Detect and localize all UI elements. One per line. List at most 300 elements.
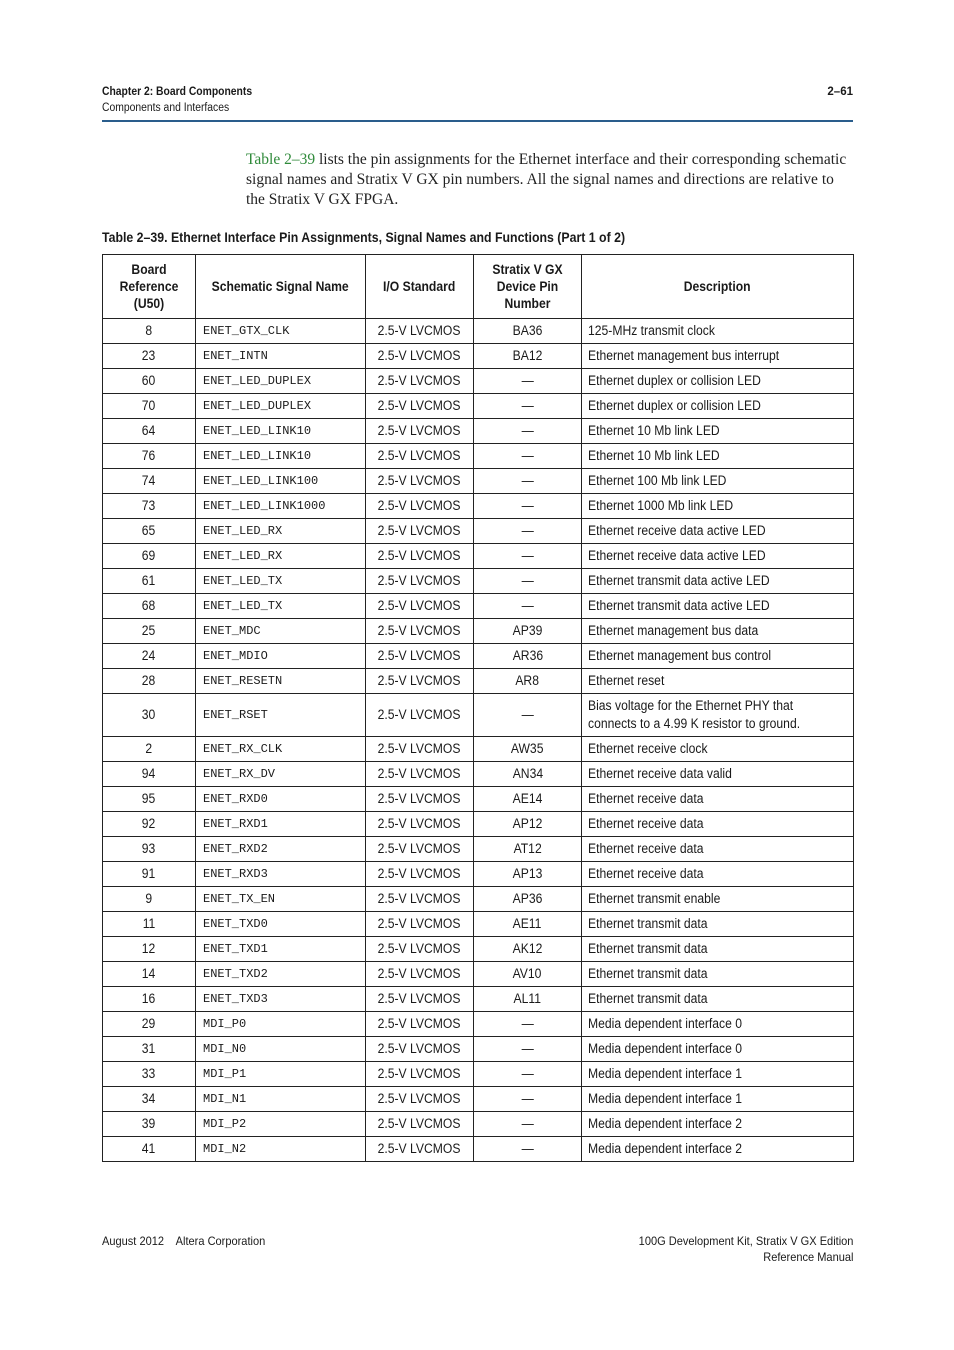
device-pin-text: AP13 — [512, 866, 543, 881]
cell-board-reference — [103, 519, 196, 544]
signal-name-text: ENET_MDIO — [203, 649, 268, 663]
signal-name-text: MDI_P1 — [203, 1067, 247, 1081]
description-text: Ethernet receive data active LED — [588, 523, 766, 538]
description-text: Ethernet 100 Mb link LED — [588, 473, 727, 488]
io-standard-text: 2.5-V LVCMOS — [378, 1066, 461, 1081]
cell-io-standard — [366, 419, 474, 444]
cell-io-standard — [366, 444, 474, 469]
cell-device-pin — [474, 887, 582, 912]
table-row — [103, 912, 854, 937]
table-row — [103, 469, 854, 494]
cell-description — [582, 619, 854, 644]
cell-description — [582, 1112, 854, 1137]
board-reference-text: 76 — [142, 448, 156, 463]
board-reference-text: 28 — [142, 673, 156, 688]
io-standard-text: 2.5-V LVCMOS — [378, 1116, 461, 1131]
description-text: Ethernet transmit data — [588, 991, 708, 1006]
cell-device-pin — [474, 1037, 582, 1062]
cell-io-standard — [366, 737, 474, 762]
table-row — [103, 369, 854, 394]
description-text: Ethernet transmit data — [588, 941, 708, 956]
description-text: Ethernet 1000 Mb link LED — [588, 498, 734, 513]
signal-name-text: MDI_P0 — [203, 1017, 247, 1031]
cell-signal-name — [196, 1012, 366, 1037]
description-text: Ethernet receive clock — [588, 741, 708, 756]
board-reference-text: 94 — [142, 766, 156, 781]
cell-board-reference — [103, 1062, 196, 1087]
device-pin-text: AV10 — [513, 966, 542, 981]
table-row — [103, 1012, 854, 1037]
io-standard-text: 2.5-V LVCMOS — [378, 523, 461, 538]
cell-board-reference — [103, 694, 196, 737]
signal-name-text: ENET_RX_DV — [203, 767, 276, 781]
cell-signal-name — [196, 1137, 366, 1162]
cell-description — [582, 644, 854, 669]
cell-board-reference — [103, 644, 196, 669]
cell-signal-name — [196, 519, 366, 544]
cell-board-reference — [103, 669, 196, 694]
cell-board-reference — [103, 837, 196, 862]
cell-io-standard — [366, 1112, 474, 1137]
table-row — [103, 394, 854, 419]
description-text: Media dependent interface 2 — [588, 1141, 743, 1156]
cell-signal-name — [196, 887, 366, 912]
cell-device-pin — [474, 987, 582, 1012]
cell-io-standard — [366, 544, 474, 569]
cell-board-reference — [103, 937, 196, 962]
device-pin-text: AT12 — [513, 841, 542, 856]
cell-signal-name — [196, 862, 366, 887]
cell-device-pin — [474, 787, 582, 812]
cell-device-pin — [474, 1137, 582, 1162]
device-pin-text: AE14 — [512, 791, 543, 806]
signal-name-text: ENET_RXD1 — [203, 817, 268, 831]
page-number: 2–61 — [827, 86, 853, 98]
cell-io-standard — [366, 519, 474, 544]
io-standard-text: 2.5-V LVCMOS — [378, 598, 461, 613]
description-text: Ethernet duplex or collision LED — [588, 398, 761, 413]
cell-signal-name — [196, 644, 366, 669]
cell-io-standard — [366, 837, 474, 862]
io-standard-text: 2.5-V LVCMOS — [378, 573, 461, 588]
table-header-row — [103, 255, 854, 319]
cell-signal-name — [196, 1062, 366, 1087]
description-text: Ethernet transmit data — [588, 966, 708, 981]
cell-description — [582, 787, 854, 812]
cell-description — [582, 494, 854, 519]
cell-description — [582, 1137, 854, 1162]
io-standard-text: 2.5-V LVCMOS — [378, 941, 461, 956]
board-reference-text: 65 — [142, 523, 156, 538]
cell-signal-name — [196, 812, 366, 837]
board-reference-text: 33 — [142, 1066, 156, 1081]
cell-board-reference — [103, 444, 196, 469]
board-reference-text: 23 — [142, 348, 156, 363]
header-description-text: Description — [684, 279, 751, 294]
cell-io-standard — [366, 787, 474, 812]
cell-signal-name — [196, 344, 366, 369]
cell-signal-name — [196, 694, 366, 737]
cell-device-pin — [474, 469, 582, 494]
cell-signal-name — [196, 419, 366, 444]
signal-name-text: MDI_P2 — [203, 1117, 247, 1131]
cell-board-reference — [103, 344, 196, 369]
device-pin-text: — — [521, 473, 534, 488]
io-standard-text: 2.5-V LVCMOS — [378, 816, 461, 831]
signal-name-text: MDI_N2 — [203, 1142, 247, 1156]
description-text: Ethernet transmit data — [588, 916, 708, 931]
description-text: Ethernet receive data active LED — [588, 548, 766, 563]
cell-signal-name — [196, 494, 366, 519]
cell-board-reference — [103, 569, 196, 594]
board-reference-text: 29 — [142, 1016, 156, 1031]
device-pin-text: AP39 — [512, 623, 543, 638]
cell-io-standard — [366, 619, 474, 644]
description-text: Ethernet 10 Mb link LED — [588, 448, 720, 463]
cell-signal-name — [196, 1112, 366, 1137]
cell-device-pin — [474, 394, 582, 419]
cell-board-reference — [103, 1137, 196, 1162]
io-standard-text: 2.5-V LVCMOS — [378, 498, 461, 513]
device-pin-text: BA12 — [512, 348, 543, 363]
table-row — [103, 544, 854, 569]
cell-io-standard — [366, 937, 474, 962]
cell-device-pin — [474, 444, 582, 469]
device-pin-text: — — [521, 448, 534, 463]
signal-name-text: ENET_LED_LINK100 — [203, 474, 319, 488]
device-pin-text: — — [521, 373, 534, 388]
cell-device-pin — [474, 812, 582, 837]
cell-device-pin — [474, 962, 582, 987]
cell-description — [582, 912, 854, 937]
signal-name-text: ENET_LED_LINK1000 — [203, 499, 326, 513]
cell-io-standard — [366, 1087, 474, 1112]
description-text: Ethernet management bus control — [588, 648, 772, 663]
device-pin-text: — — [521, 523, 534, 538]
cell-signal-name — [196, 619, 366, 644]
signal-name-text: ENET_LED_DUPLEX — [203, 374, 312, 388]
board-reference-text: 73 — [142, 498, 156, 513]
io-standard-text: 2.5-V LVCMOS — [378, 916, 461, 931]
cell-device-pin — [474, 1112, 582, 1137]
io-standard-text: 2.5-V LVCMOS — [378, 1141, 461, 1156]
signal-name-text: ENET_LED_TX — [203, 599, 283, 613]
io-standard-text: 2.5-V LVCMOS — [378, 766, 461, 781]
board-reference-text: 60 — [142, 373, 156, 388]
intro-text: lists the pin assignments for the Ethernet interface and their corresponding schematic signal names and Stratix V GX pin numbers. All the signal names and directions are relative to the Stratix V GX FPGA. — [246, 151, 847, 208]
table-row — [103, 887, 854, 912]
cell-io-standard — [366, 494, 474, 519]
cell-description — [582, 987, 854, 1012]
io-standard-text: 2.5-V LVCMOS — [378, 323, 461, 338]
description-text: Ethernet receive data — [588, 841, 704, 856]
board-reference-text: 9 — [145, 891, 153, 906]
signal-name-text: ENET_LED_RX — [203, 524, 283, 538]
cell-device-pin — [474, 1087, 582, 1112]
table-reference-link[interactable]: Table 2–39 — [246, 151, 316, 168]
table-row — [103, 1112, 854, 1137]
device-pin-text: AP36 — [512, 891, 543, 906]
cell-description — [582, 569, 854, 594]
io-standard-text: 2.5-V LVCMOS — [378, 373, 461, 388]
board-reference-text: 64 — [142, 423, 156, 438]
cell-device-pin — [474, 737, 582, 762]
table-row — [103, 987, 854, 1012]
cell-board-reference — [103, 812, 196, 837]
cell-board-reference — [103, 787, 196, 812]
device-pin-text: AP12 — [512, 816, 543, 831]
device-pin-text: AK12 — [512, 941, 543, 956]
io-standard-text: 2.5-V LVCMOS — [378, 648, 461, 663]
signal-name-text: ENET_LED_TX — [203, 574, 283, 588]
cell-board-reference — [103, 319, 196, 344]
description-text: Media dependent interface 1 — [588, 1066, 743, 1081]
cell-signal-name — [196, 1087, 366, 1112]
cell-board-reference — [103, 887, 196, 912]
board-reference-text: 92 — [142, 816, 156, 831]
description-text: Bias voltage for the Ethernet PHY that connects to a 4.99 K resistor to ground. — [588, 698, 801, 731]
header-signal-name-text: Schematic Signal Name — [211, 279, 350, 294]
signal-name-text: ENET_TXD2 — [203, 967, 268, 981]
table-row — [103, 837, 854, 862]
table-row — [103, 862, 854, 887]
signal-name-text: ENET_RESETN — [203, 674, 283, 688]
cell-board-reference — [103, 762, 196, 787]
cell-description — [582, 344, 854, 369]
header-device-pin-text: Stratix V GX Device Pin Number — [492, 262, 563, 311]
description-text: Ethernet receive data valid — [588, 766, 732, 781]
device-pin-text: AN34 — [512, 766, 543, 781]
io-standard-text: 2.5-V LVCMOS — [378, 398, 461, 413]
cell-signal-name — [196, 937, 366, 962]
cell-device-pin — [474, 319, 582, 344]
header-description — [582, 255, 854, 319]
io-standard-text: 2.5-V LVCMOS — [378, 741, 461, 756]
cell-io-standard — [366, 1137, 474, 1162]
cell-description — [582, 669, 854, 694]
io-standard-text: 2.5-V LVCMOS — [378, 991, 461, 1006]
board-reference-text: 31 — [142, 1041, 156, 1056]
description-text: Media dependent interface 1 — [588, 1091, 743, 1106]
header-left — [102, 84, 252, 116]
signal-name-text: ENET_RXD2 — [203, 842, 268, 856]
board-reference-text: 74 — [142, 473, 156, 488]
signal-name-text: ENET_LED_LINK10 — [203, 449, 312, 463]
table-row — [103, 937, 854, 962]
io-standard-text: 2.5-V LVCMOS — [378, 673, 461, 688]
cell-board-reference — [103, 737, 196, 762]
board-reference-text: 24 — [142, 648, 156, 663]
header-io-standard-text: I/O Standard — [383, 279, 456, 294]
cell-description — [582, 937, 854, 962]
cell-device-pin — [474, 644, 582, 669]
signal-name-text: ENET_RSET — [203, 708, 268, 722]
board-reference-text: 68 — [142, 598, 156, 613]
cell-io-standard — [366, 469, 474, 494]
table-row — [103, 419, 854, 444]
table-body — [103, 319, 854, 1162]
io-standard-text: 2.5-V LVCMOS — [378, 966, 461, 981]
io-standard-text: 2.5-V LVCMOS — [378, 1016, 461, 1031]
cell-board-reference — [103, 912, 196, 937]
cell-io-standard — [366, 987, 474, 1012]
section-title: Components and Interfaces — [102, 102, 230, 114]
cell-board-reference — [103, 469, 196, 494]
signal-name-text: ENET_LED_DUPLEX — [203, 399, 312, 413]
cell-description — [582, 544, 854, 569]
cell-signal-name — [196, 544, 366, 569]
device-pin-text: — — [521, 423, 534, 438]
table-row — [103, 519, 854, 544]
board-reference-text: 14 — [142, 966, 156, 981]
table-row — [103, 594, 854, 619]
cell-io-standard — [366, 762, 474, 787]
table-row — [103, 737, 854, 762]
description-text: Ethernet receive data — [588, 866, 704, 881]
signal-name-text: ENET_RX_CLK — [203, 742, 283, 756]
cell-board-reference — [103, 594, 196, 619]
cell-signal-name — [196, 394, 366, 419]
io-standard-text: 2.5-V LVCMOS — [378, 423, 461, 438]
cell-board-reference — [103, 494, 196, 519]
cell-description — [582, 887, 854, 912]
io-standard-text: 2.5-V LVCMOS — [378, 548, 461, 563]
cell-io-standard — [366, 394, 474, 419]
cell-signal-name — [196, 444, 366, 469]
signal-name-text: ENET_TXD3 — [203, 992, 268, 1006]
signal-name-text: ENET_LED_LINK10 — [203, 424, 312, 438]
cell-description — [582, 812, 854, 837]
cell-board-reference — [103, 862, 196, 887]
cell-io-standard — [366, 644, 474, 669]
board-reference-text: 93 — [142, 841, 156, 856]
header-device-pin — [474, 255, 582, 319]
io-standard-text: 2.5-V LVCMOS — [378, 623, 461, 638]
cell-signal-name — [196, 319, 366, 344]
description-text: Ethernet management bus interrupt — [588, 348, 780, 363]
description-text: Ethernet reset — [588, 673, 665, 688]
cell-signal-name — [196, 469, 366, 494]
cell-signal-name — [196, 369, 366, 394]
signal-name-text: MDI_N1 — [203, 1092, 247, 1106]
chapter-title: Chapter 2: Board Components — [102, 86, 253, 98]
signal-name-text: MDI_N0 — [203, 1042, 247, 1056]
cell-description — [582, 837, 854, 862]
header-signal-name — [196, 255, 366, 319]
device-pin-text: AR8 — [515, 673, 540, 688]
cell-device-pin — [474, 912, 582, 937]
board-reference-text: 91 — [142, 866, 156, 881]
description-text: Ethernet transmit enable — [588, 891, 721, 906]
cell-io-standard — [366, 1037, 474, 1062]
description-text: Ethernet receive data — [588, 816, 704, 831]
header-rule — [102, 120, 853, 122]
cell-io-standard — [366, 344, 474, 369]
cell-signal-name — [196, 594, 366, 619]
footer-document-title — [638, 1233, 853, 1265]
io-standard-text: 2.5-V LVCMOS — [378, 866, 461, 881]
cell-device-pin — [474, 1012, 582, 1037]
description-text: Ethernet 10 Mb link LED — [588, 423, 720, 438]
signal-name-text: ENET_TXD0 — [203, 917, 268, 931]
cell-device-pin — [474, 762, 582, 787]
cell-board-reference — [103, 1112, 196, 1137]
cell-board-reference — [103, 419, 196, 444]
board-reference-text: 30 — [142, 707, 156, 722]
cell-description — [582, 1062, 854, 1087]
header-board-reference-text: Board Reference (U50) — [119, 262, 179, 311]
device-pin-text: AW35 — [511, 741, 544, 756]
description-text: 125-MHz transmit clock — [588, 323, 715, 338]
intro-paragraph — [246, 150, 854, 210]
table-row — [103, 644, 854, 669]
table-row — [103, 619, 854, 644]
signal-name-text: ENET_MDC — [203, 624, 261, 638]
board-reference-text: 12 — [142, 941, 156, 956]
signal-name-text: ENET_TXD1 — [203, 942, 268, 956]
cell-io-standard — [366, 1062, 474, 1087]
cell-device-pin — [474, 1062, 582, 1087]
device-pin-text: — — [521, 1116, 534, 1131]
cell-signal-name — [196, 987, 366, 1012]
cell-io-standard — [366, 569, 474, 594]
cell-description — [582, 1037, 854, 1062]
io-standard-text: 2.5-V LVCMOS — [378, 707, 461, 722]
signal-name-text: ENET_INTN — [203, 349, 268, 363]
cell-device-pin — [474, 369, 582, 394]
description-text: Ethernet management bus data — [588, 623, 759, 638]
cell-signal-name — [196, 962, 366, 987]
cell-signal-name — [196, 787, 366, 812]
cell-io-standard — [366, 1012, 474, 1037]
table-row — [103, 1062, 854, 1087]
description-text: Ethernet transmit data active LED — [588, 598, 770, 613]
cell-board-reference — [103, 1087, 196, 1112]
cell-description — [582, 1012, 854, 1037]
signal-name-text: ENET_TX_EN — [203, 892, 276, 906]
device-pin-text: — — [521, 707, 534, 722]
cell-io-standard — [366, 912, 474, 937]
table-caption: Table 2–39. Ethernet Interface Pin Assignments, Signal Names and Functions (Part 1 of 2) — [102, 229, 626, 245]
io-standard-text: 2.5-V LVCMOS — [378, 448, 461, 463]
cell-io-standard — [366, 669, 474, 694]
cell-signal-name — [196, 837, 366, 862]
signal-name-text: ENET_RXD3 — [203, 867, 268, 881]
device-pin-text: AL11 — [513, 991, 542, 1006]
description-text: Ethernet transmit data active LED — [588, 573, 770, 588]
cell-description — [582, 862, 854, 887]
table-row — [103, 1137, 854, 1162]
table-row — [103, 319, 854, 344]
table-row — [103, 669, 854, 694]
cell-description — [582, 444, 854, 469]
table-row — [103, 1087, 854, 1112]
cell-description — [582, 962, 854, 987]
cell-description — [582, 519, 854, 544]
footer-title-line2: Reference Manual — [762, 1250, 853, 1264]
device-pin-text: AR36 — [512, 648, 543, 663]
board-reference-text: 41 — [142, 1141, 156, 1156]
cell-device-pin — [474, 937, 582, 962]
description-text: Media dependent interface 0 — [588, 1041, 743, 1056]
io-standard-text: 2.5-V LVCMOS — [378, 473, 461, 488]
cell-description — [582, 394, 854, 419]
cell-io-standard — [366, 887, 474, 912]
io-standard-text: 2.5-V LVCMOS — [378, 791, 461, 806]
cell-device-pin — [474, 569, 582, 594]
table-row — [103, 694, 854, 737]
cell-board-reference — [103, 369, 196, 394]
